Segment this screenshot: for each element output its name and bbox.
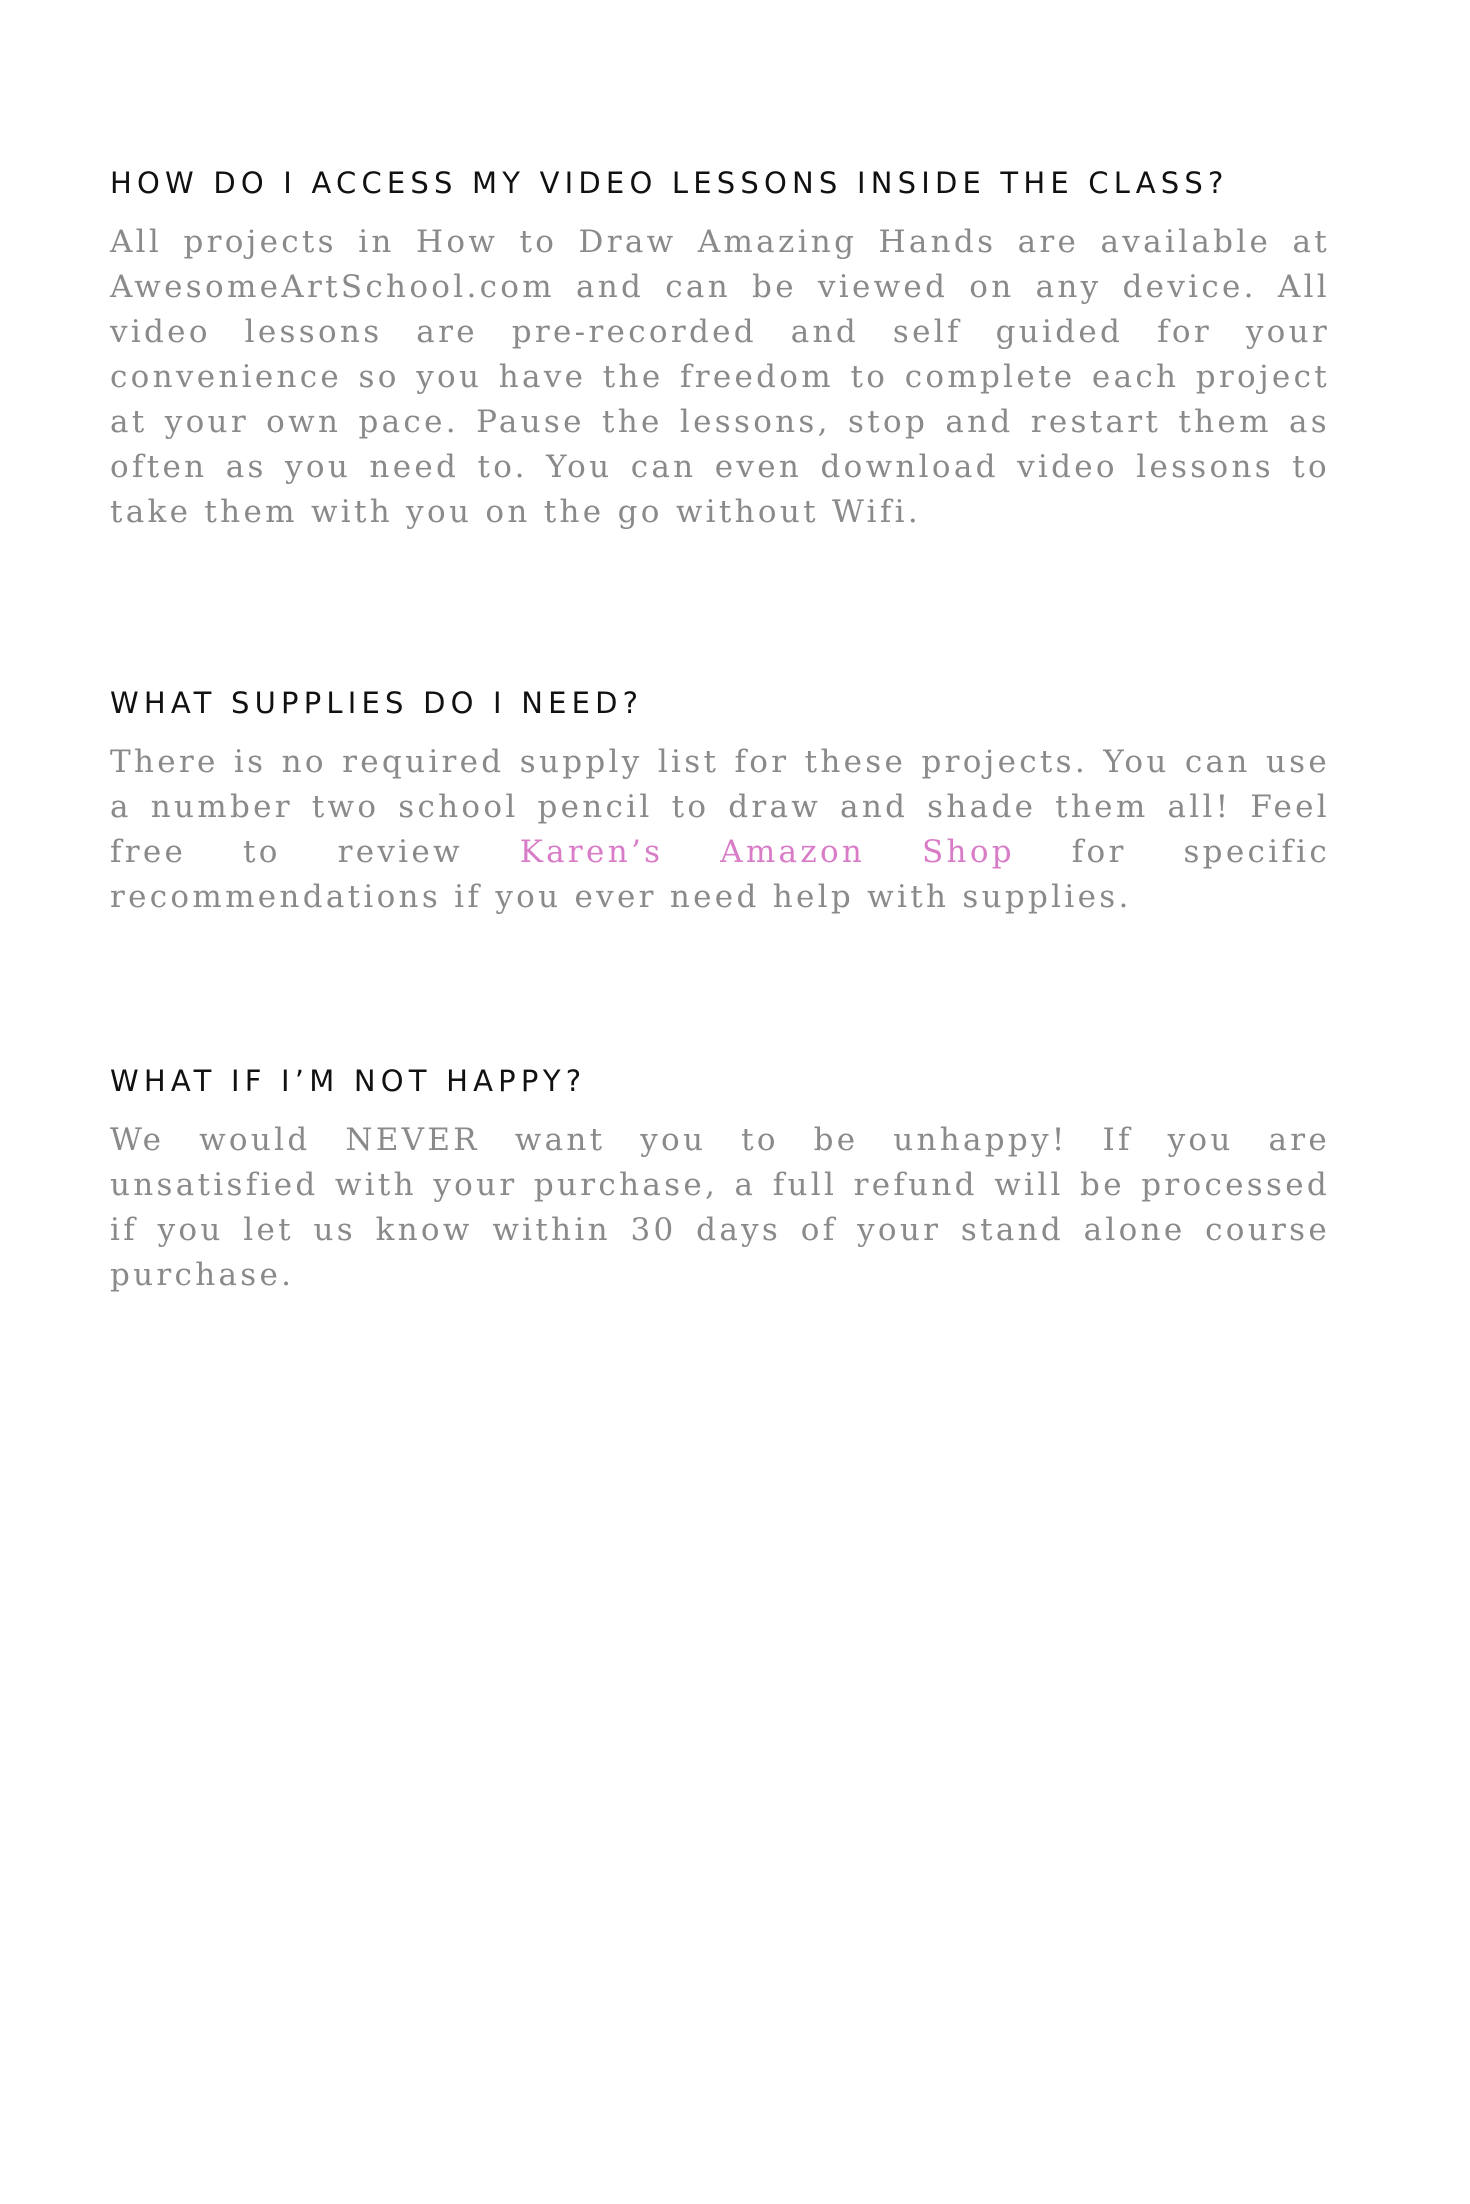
faq-question: HOW DO I ACCESS MY VIDEO LESSONS INSIDE THE CLASS? <box>110 166 1229 200</box>
faq-question: WHAT SUPPLIES DO I NEED? <box>110 686 644 720</box>
faq-answer: All projects in How to Draw Amazing Hands are available at AwesomeArtSchool.com and can be viewed on any device. All video lessons are pre-recorded and self guided for your convenience so you have the freedom to complete each project at your own pace. Pause the lessons, stop and restart them as often as you need to. You can even download video lessons to take them with you on the go without Wifi. <box>110 224 1330 530</box>
faq-answer <box>110 740 1330 920</box>
faq-answer-text: There is no required supply list for these projects. You can use a number two school pencil to draw and shade them all! Feel free to review <box>110 744 1330 870</box>
faq-question: WHAT IF I’M NOT HAPPY? <box>110 1064 587 1098</box>
faq-answer: We would NEVER want you to be unhappy! If you are unsatisfied with your purchase, a full refund will be processed if you let us know within 30 days of your stand alone course purchase. <box>110 1122 1330 1293</box>
faq-answer-text: for specific recommendations if you ever need help with supplies. <box>110 834 1330 915</box>
faq-item-video-lessons <box>110 163 1330 535</box>
amazon-shop-link[interactable]: Karen’s Amazon Shop <box>519 834 1015 870</box>
faq-item-refund <box>110 1061 1330 1298</box>
faq-item-supplies <box>110 683 1330 920</box>
